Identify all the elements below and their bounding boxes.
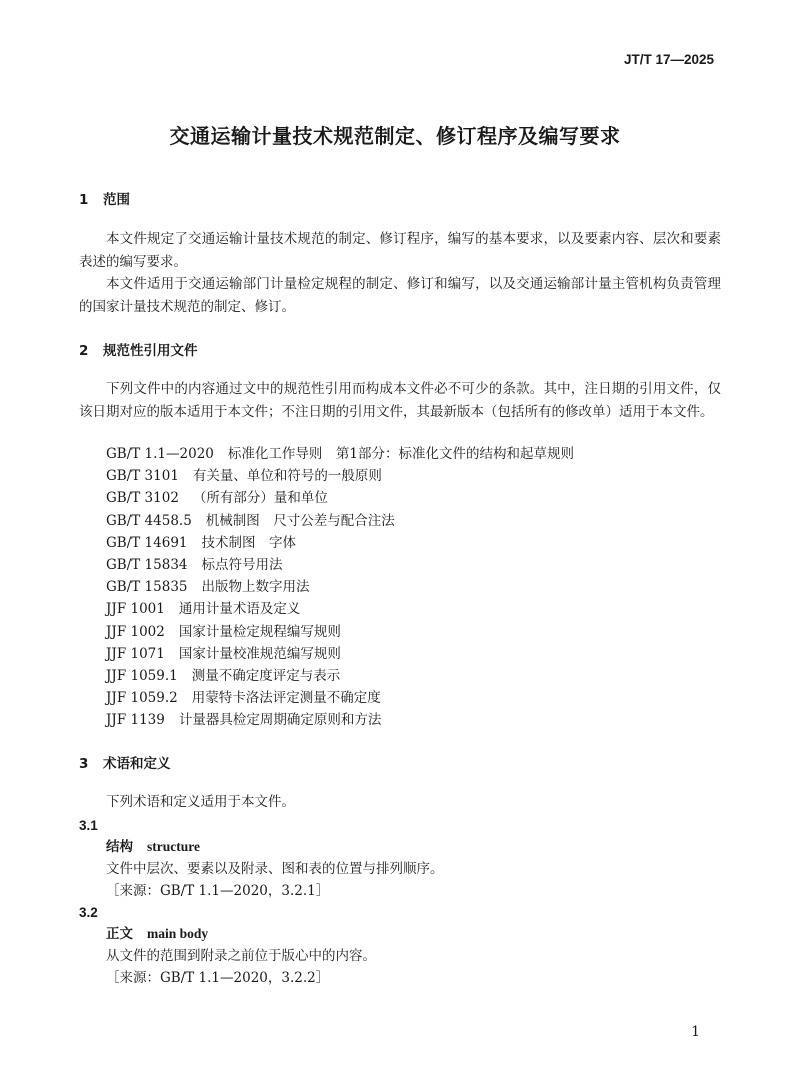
reference-item	[106, 687, 574, 709]
reference-item	[106, 621, 574, 643]
reference-code: GB/T 3101	[106, 468, 179, 485]
term-entry	[106, 923, 376, 989]
section-number: 1	[79, 192, 89, 208]
reference-code: JJF 1001	[106, 601, 165, 618]
reference-item	[106, 465, 574, 487]
reference-title: （所有部分）量和单位	[192, 490, 328, 507]
reference-code: GB/T 14691	[106, 534, 188, 551]
reference-title: 国家计量校准规范编写规则	[178, 645, 341, 662]
term-source: ［来源：GB/T 1.1—2020，3.2.1］	[106, 883, 330, 899]
section-title: 规范性引用文件	[103, 343, 198, 359]
reference-title: 技术制图 字体	[201, 534, 296, 551]
reference-item	[106, 709, 574, 731]
section-1-heading	[79, 188, 130, 208]
scope-paragraph-1: 本文件规定了交通运输计量技术规范的制定、修订程序，编写的基本要求，以及要素内容、层次和要素表述的编写要求。	[79, 231, 721, 270]
section-3-heading	[79, 752, 171, 772]
page-number: 1	[691, 1024, 700, 1040]
reference-code: GB/T 15834	[106, 557, 188, 574]
section-title: 术语和定义	[103, 756, 171, 772]
reference-title: 标准化工作导则 第1部分：标准化文件的结构和起草规则	[227, 446, 574, 462]
term-definition: 文件中层次、要素以及附录、图和表的位置与排列顺序。	[106, 861, 444, 877]
reference-code: JJF 1059.1	[106, 668, 178, 685]
reference-title: 机械制图 尺寸公差与配合注法	[205, 512, 395, 529]
reference-item	[106, 598, 574, 620]
reference-item	[106, 643, 574, 665]
reference-title: 通用计量术语及定义	[178, 601, 301, 618]
reference-item	[106, 510, 574, 532]
term-name	[106, 923, 376, 945]
term-definition: 从文件的范围到附录之前位于版心中的内容。	[106, 948, 376, 964]
section-title: 范围	[103, 192, 130, 208]
clause-number: 3.1	[79, 818, 98, 833]
terms-intro: 下列术语和定义适用于本文件。	[106, 794, 295, 810]
document-code: JT/T 17—2025	[623, 52, 714, 67]
reference-item	[106, 487, 574, 509]
term-en: main body	[147, 926, 209, 941]
reference-code: GB/T 1.1—2020	[106, 446, 214, 462]
section-number: 2	[79, 343, 89, 359]
reference-code: JJF 1139	[106, 712, 165, 729]
term-name	[106, 836, 444, 858]
reference-title: 用蒙特卡洛法评定测量不确定度	[191, 690, 381, 707]
reference-title: 测量不确定度评定与表示	[191, 668, 341, 685]
references-intro: 下列文件中的内容通过文中的规范性引用而构成本文件必不可少的条款。其中，注日期的引用文件，仅该日期对应的版本适用于本文件；不注日期的引用文件，其最新版本（包括所有的修改单）适用于本文件。	[79, 381, 721, 420]
reference-item	[106, 532, 574, 554]
reference-list	[106, 443, 574, 732]
reference-title: 标点符号用法	[201, 557, 283, 574]
reference-title: 出版物上数字用法	[201, 579, 310, 596]
section-number: 3	[79, 756, 89, 772]
reference-code: JJF 1002	[106, 623, 165, 640]
reference-item	[106, 576, 574, 598]
clause-number: 3.2	[79, 905, 98, 920]
reference-item	[106, 443, 574, 465]
reference-title: 国家计量检定规程编写规则	[178, 623, 341, 640]
term-zh: 结构	[106, 839, 133, 855]
reference-item	[106, 554, 574, 576]
reference-code: JJF 1071	[106, 645, 165, 662]
page-title: 交通运输计量技术规范制定、修订程序及编写要求	[169, 124, 621, 148]
reference-item	[106, 665, 574, 687]
reference-title: 有关量、单位和符号的一般原则	[192, 468, 382, 485]
term-source: ［来源：GB/T 1.1—2020，3.2.2］	[106, 970, 330, 986]
reference-code: GB/T 3102	[106, 490, 179, 507]
scope-paragraph-2: 本文件适用于交通运输部门计量检定规程的制定、修订和编写，以及交通运输部计量主管机构负责管理的国家计量技术规范的制定、修订。	[79, 276, 721, 315]
reference-code: JJF 1059.2	[106, 690, 178, 707]
section-2-heading	[79, 339, 198, 359]
term-entry	[106, 836, 444, 902]
reference-title: 计量器具检定周期确定原则和方法	[178, 712, 382, 729]
term-en: structure	[147, 839, 200, 854]
term-zh: 正文	[106, 926, 133, 942]
reference-code: GB/T 4458.5	[106, 512, 192, 529]
reference-code: GB/T 15835	[106, 579, 188, 596]
